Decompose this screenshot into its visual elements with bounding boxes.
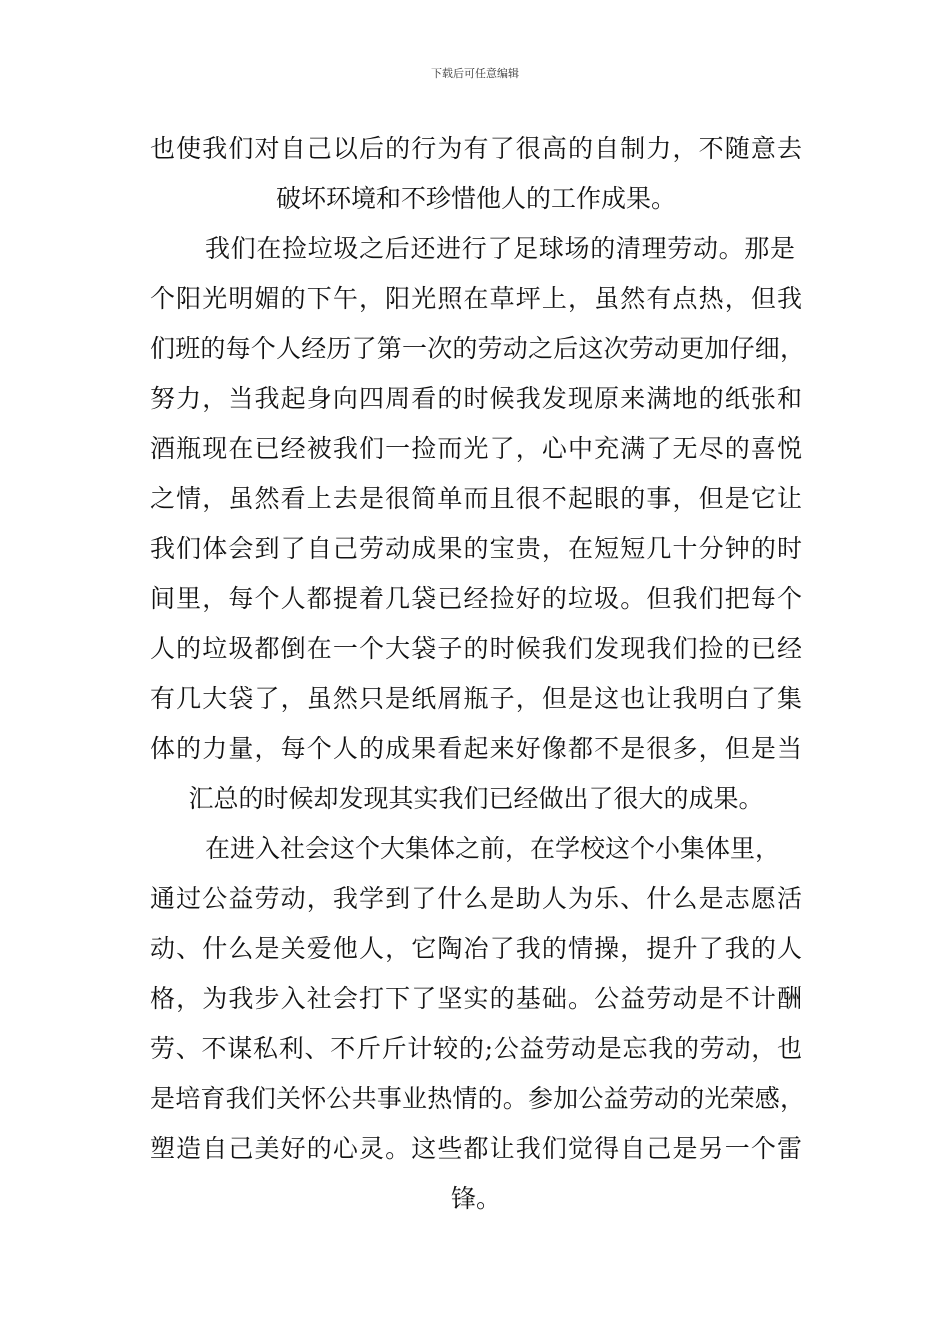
text-line: 塑造自己美好的心灵。这些都让我们觉得自己是另一个雷	[150, 1134, 802, 1163]
text-line: 动、什么是关爱他人，它陶冶了我的情操，提升了我的人	[150, 934, 802, 963]
text-line: 间里，每个人都提着几袋已经捡好的垃圾。但我们把每个	[150, 584, 802, 613]
text-line: 破坏环境和不珍惜他人的工作成果。	[275, 184, 676, 213]
text-line: 努力，当我起身向四周看的时候我发现原来满地的纸张和	[150, 384, 802, 413]
text-line: 之情，虽然看上去是很简单而且很不起眼的事，但是它让	[150, 484, 802, 513]
text-line: 我们在捡垃圾之后还进行了足球场的清理劳动。那是	[205, 234, 795, 263]
text-line: 格，为我步入社会打下了坚实的基础。公益劳动是不计酬	[150, 984, 802, 1013]
text-line: 人的垃圾都倒在一个大袋子的时候我们发现我们捡的已经	[150, 634, 802, 663]
text-line: 通过公益劳动，我学到了什么是助人为乐、什么是志愿活	[150, 884, 802, 913]
text-line: 我们体会到了自己劳动成果的宝贵，在短短几十分钟的时	[150, 534, 802, 563]
text-line: 酒瓶现在已经被我们一捡而光了，心中充满了无尽的喜悦	[150, 434, 802, 463]
page-header: 下载后可任意编辑	[431, 67, 519, 80]
text-line: 有几大袋了，虽然只是纸屑瓶子，但是这也让我明白了集	[150, 684, 802, 713]
text-line: 在进入社会这个大集体之前，在学校这个小集体里，	[205, 834, 781, 863]
text-line: 劳、不谋私利、不斤斤计较的;公益劳动是忘我的劳动，也	[150, 1034, 802, 1063]
text-line: 汇总的时候却发现其实我们已经做出了很大的成果。	[188, 784, 764, 813]
text-line: 锋。	[450, 1184, 501, 1213]
text-line: 个阳光明媚的下午，阳光照在草坪上，虽然有点热，但我	[150, 284, 802, 313]
text-line: 们班的每个人经历了第一次的劳动之后这次劳动更加仔细，	[150, 334, 805, 363]
text-line: 是培育我们关怀公共事业热情的。参加公益劳动的光荣感，	[150, 1084, 805, 1113]
text-line: 体的力量，每个人的成果看起来好像都不是很多，但是当	[150, 734, 802, 763]
text-line: 也使我们对自己以后的行为有了很高的自制力，不随意去	[150, 134, 802, 163]
